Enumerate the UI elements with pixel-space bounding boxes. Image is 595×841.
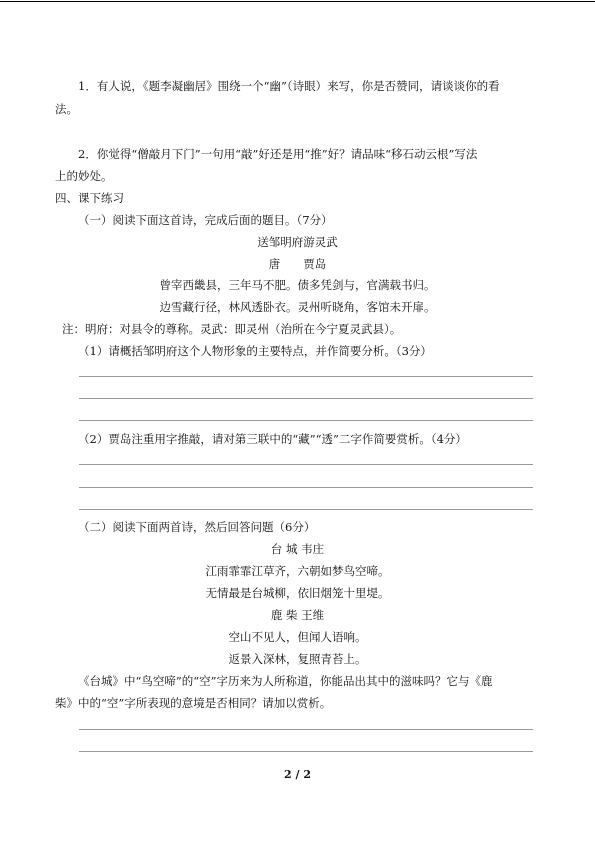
answer-line (79, 487, 533, 488)
poem-1-line-2: 边雪藏行径，林风透卧衣。灵州听晓角，客馆未开扉。 (159, 300, 436, 314)
part-2-instruction: （二）阅读下面两首诗，然后回答问题（6分） (78, 520, 316, 534)
poem-3-line-1: 空山不见人，但闻人语响。 (228, 630, 367, 644)
part-2-question-line-1: 《台城》中“鸟空啼”的“空”字历来为人所称道，你能品出其中的滋味吗？它与《鹿 (78, 674, 493, 688)
poem-2-line-1: 江雨霏霏江草齐，六朝如梦鸟空啼。 (205, 564, 390, 578)
poem-2-line-2: 无情最是台城柳，依旧烟笼十里堤。 (205, 586, 390, 600)
poem-1-author: 唐 贾岛 (268, 257, 327, 271)
top-border (0, 1, 595, 2)
section-heading: 四、课下练习 (55, 191, 124, 205)
answer-line (79, 464, 533, 465)
poem-3-title: 鹿 柴 王维 (270, 608, 325, 622)
answer-line (79, 420, 533, 421)
page-number: 2 / 2 (284, 768, 311, 781)
poem-1-line-1: 曾宰西畿县，三年马不肥。债多凭剑与，官满载书归。 (159, 278, 436, 292)
answer-line (79, 751, 533, 752)
part-1-instruction: （一）阅读下面这首诗，完成后面的题目。（7分） (78, 213, 333, 227)
answer-line (79, 376, 533, 377)
answer-line (79, 509, 533, 510)
part-2-question-line-2: 柴》中的“空”字所表现的意境是否相同？请加以赏析。 (55, 696, 332, 710)
poem-1-title: 送邹明府游灵武 (257, 235, 338, 249)
poem-2-title: 台 城 韦庄 (270, 542, 325, 556)
question-1-line-1: 1．有人说，《题李凝幽居》围绕一个“幽”（诗眼）来写，你是否赞同，请谈谈你的看 (78, 79, 500, 93)
question-1-line-2: 法。 (55, 102, 78, 116)
sub-question-1: （1）请概括邹明府这个人物形象的主要特点，并作简要分析。（3分） (78, 344, 432, 358)
poem-note: 注：明府：对县令的尊称。灵武：即灵州（治所在今宁夏灵武县）。 (62, 322, 402, 336)
question-2-line-1: 2．你觉得“僧敲月下门”一句用“敲”好还是用“推”好？请品味“移石动云根”写法 (78, 147, 478, 161)
sub-question-2: （2）贾岛注重用字推敲，请对第三联中的“藏”“透”二字作简要赏析。（4分） (78, 432, 467, 446)
answer-line (79, 729, 533, 730)
answer-line (79, 398, 533, 399)
poem-3-line-2: 返景入深林，复照青苔上。 (228, 652, 367, 666)
question-2-line-2: 上的妙处。 (55, 169, 113, 183)
